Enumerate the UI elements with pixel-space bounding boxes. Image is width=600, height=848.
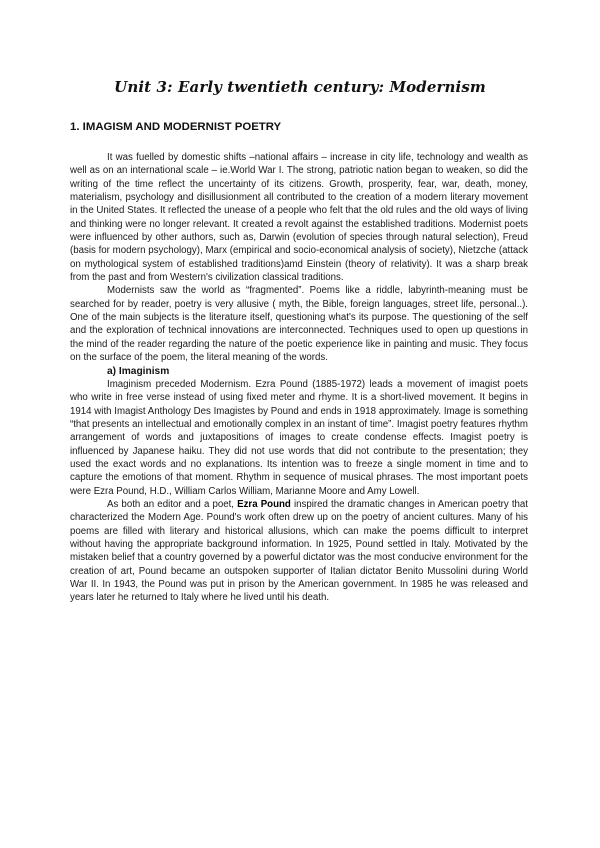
section-heading: 1. IMAGISM AND MODERNIST POETRY xyxy=(70,121,282,133)
bold-name: Ezra Pound xyxy=(237,498,291,510)
paragraph-text: As both an editor and a poet, xyxy=(107,498,238,510)
paragraph: It was fuelled by domestic shifts –national affairs – increase in city life, technology and wealth as well as on an international scale – ie.World War I. The strong, patriotic nation began to weaken, so did the writing of the time reflect the uncertainty of its citizens. Growth, prosperity, fear, war, death, money, materialism, psychology and disillusionment all contributed to the creation of a modern literary movement in the United States. It reflected the unease of a people who felt that the old rules and the old ways of living and thinking were no longer relevant. It created a revolt against the established traditions. Modernist poets were influenced by other authors, such as, Darwin (evolution of species through natural selection), Freud (basis for modern psychology), Marx (empirical and socio-economical analysis of society), Nietzche (attack on mythological system of established traditions)amd Einstein (theory of relativity). It was a sharp break from the past and from Western's civilization classical traditions. xyxy=(70,152,528,284)
page-title: Unit 3: Early twentieth century: Modernism xyxy=(114,78,486,96)
paragraph-text: inspired the dramatic changes in American poetry that characterized the Modern Age. Pound's work often drew up on the poetry of ancient cultures. Many of his poems are filled with literary and historical allusions, which can make the poems difficult to interpret without having the appropriate background information. In 1925, Pound settled in Italy. Motivated by the mistaken belief that a country governed by a powerful dictator was the most conducive environment for the creation of art, Pound became an outspoken supporter of Italian dictator Benito Mussolini during World War II. In 1943, the Pound was put in prison by the American government. In 1985 he was released and years later he returned to Italy where he lived until his death. xyxy=(70,498,528,604)
subsection-heading: a) Imaginism xyxy=(107,365,170,377)
paragraph: Modernists saw the world as “fragmented”. Poems like a riddle, labyrinth-meaning must be searched for by reader, poetry is very allusive ( myth, the Bible, foreign languages, street life, personal..). One of the main subjects is the literature itself, questioning what's its purpose. The questioning of the self and the exploration of technical innovations are interconnected. Techniques used to open up questions in the mind of the reader regarding the nature of the poetic experience like in painting and music. They focus on the surface of the poem, the literal meaning of the words. xyxy=(70,285,528,364)
paragraph: Imaginism preceded Modernism. Ezra Pound (1885-1972) leads a movement of imagist poets who write in free verse instead of using fixed meter and rhyme. It is a short-lived movement. It begins in 1914 with Imagist Anthology Des Imagistes by Pound and ends in 1918 approximately. Image is something “that presents an intellectual and emotionally complex in an instant of time”. Imagist poetry features rhythm arrangement of words and juxtapositions of images to create condense effects. Imagist poetry is influenced by Japanese haiku. They did not use words that did not contribute to the presentation; they used the exact words and no explanations. Its intention was to freeze a single moment in time and to capture the emotions of that moment. Rhythm in sequence of musical phrases. The most important poets were Ezra Pound, H.D., William Carlos William, Marianne Moore and Amy Lowell. xyxy=(70,378,528,497)
paragraph xyxy=(70,498,528,605)
body-text xyxy=(70,151,528,605)
